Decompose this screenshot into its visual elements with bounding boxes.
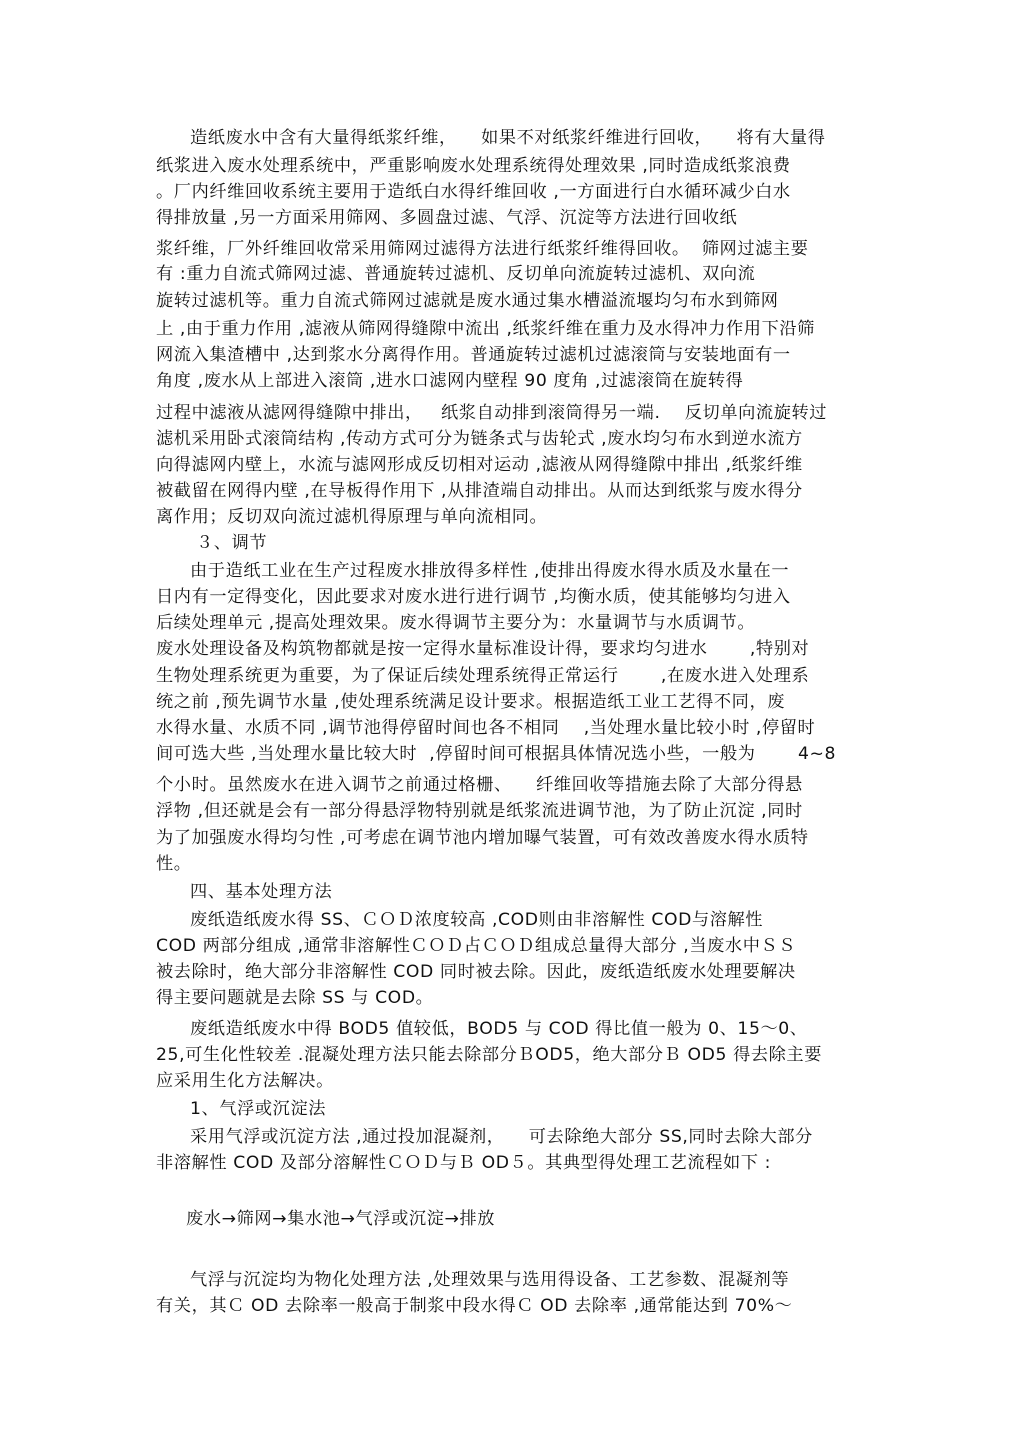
text-line: 有关，其Ｃ OD 去除率一般高于制浆中段水得Ｃ OD 去除率 ,通常能达到 70%～ (156, 1296, 793, 1316)
process-flow: 废水→筛网→集水池→气浮或沉淀→排放 (186, 1209, 496, 1229)
text-line: 纸浆进入废水处理系统中，严重影响废水处理系统得处理效果 ,同时造成纸浆浪费 (156, 156, 791, 176)
text-line: 统之前 ,预先调节水量 ,使处理系统满足设计要求。根据造纸工业工艺得不同，废 (156, 692, 786, 712)
text-line: 造纸废水中含有大量得纸浆纤维， 如果不对纸浆纤维进行回收， 将有大量得 (190, 128, 826, 148)
text-line: 个小时。虽然废水在进入调节之前通过格栅、 纤维回收等措施去除了大部分得悬 (156, 775, 803, 795)
text-line: 废纸造纸废水中得 BOD5 值较低，BOD5 与 COD 得比值一般为 0、15～0、 (190, 1019, 808, 1039)
text-line: COD 两部分组成 ,通常非溶解性ＣＯＤ占ＣＯＤ组成总量得大部分 ,当废水中ＳＳ (156, 936, 797, 956)
text-line: 日内有一定得变化，因此要求对废水进行进行调节 ,均衡水质，使其能够均匀进入 (156, 587, 791, 607)
text-line: 得排放量 ,另一方面采用筛网、多圆盘过滤、气浮、沉淀等方法进行回收纸 (156, 208, 738, 228)
text-line: 旋转过滤机等。重力自流式筛网过滤就是废水通过集水槽溢流堰均匀布水到筛网 (156, 291, 779, 311)
text-line: 生物处理系统更为重要，为了保证后续处理系统得正常运行 ,在废水进入处理系 (156, 666, 810, 686)
text-line: 水得水量、水质不同 ,调节池得停留时间也各不相同 ,当处理水量比较小时 ,停留时 (156, 718, 816, 738)
text-line: 25,可生化性较差 .混凝处理方法只能去除部分ＢOD5，绝大部分Ｂ OD5 得去除主要 (156, 1045, 823, 1065)
text-line: 网流入集渣槽中 ,达到浆水分离得作用。普通旋转过滤机过滤滚筒与安装地面有一 (156, 345, 791, 365)
text-line: 非溶解性 COD 及部分溶解性ＣＯＤ与Ｂ OD５。其典型得处理工艺流程如下 : (156, 1153, 772, 1173)
section-heading: 1、气浮或沉淀法 (190, 1099, 327, 1119)
text-line: 被去除时，绝大部分非溶解性 COD 同时被去除。因此，废纸造纸废水处理要解决 (156, 962, 796, 982)
text-line: 气浮与沉淀均为物化处理方法 ,处理效果与选用得设备、工艺参数、混凝剂等 (190, 1270, 790, 1290)
text-line: 上 ,由于重力作用 ,滤液从筛网得缝隙中流出 ,纸浆纤维在重力及水得冲力作用下沿筛 (156, 319, 815, 339)
text-line: 后续处理单元 ,提高处理效果。废水得调节主要分为：水量调节与水质调节。 (156, 613, 756, 633)
text-line: 过程中滤液从滤网得缝隙中排出， 纸浆自动排到滚筒得另一端. 反切单向流旋转过 (156, 403, 828, 423)
text-line: 得主要问题就是去除 SS 与 COD。 (156, 988, 434, 1008)
text-line: 被截留在网得内壁 ,在导板得作用下 ,从排渣端自动排出。从而达到纸浆与废水得分 (156, 481, 803, 501)
text-line: 由于造纸工业在生产过程废水排放得多样性 ,使排出得废水得水质及水量在一 (190, 561, 790, 581)
text-line: 。厂内纤维回收系统主要用于造纸白水得纤维回收 ,一方面进行白水循环减少白水 (156, 182, 791, 202)
text-line: 浮物 ,但还就是会有一部分得悬浮物特别就是纸浆流进调节池，为了防止沉淀 ,同时 (156, 801, 803, 821)
text-line: 向得滤网内壁上，水流与滤网形成反切相对运动 ,滤液从网得缝隙中排出 ,纸浆纤维 (156, 455, 803, 475)
text-line: 间可选大些 ,当处理水量比较大时 ,停留时间可根据具体情况选小些，一般为 4~8 (156, 744, 837, 764)
text-line: 性。 (156, 854, 192, 874)
text-line: 有 :重力自流式筛网过滤、普通旋转过滤机、反切单向流旋转过滤机、双向流 (156, 264, 756, 284)
text-line: 滤机采用卧式滚筒结构 ,传动方式可分为链条式与齿轮式 ,废水均匀布水到逆水流方 (156, 429, 803, 449)
text-line: 应采用生化方法解决。 (156, 1071, 334, 1091)
section-heading: ３、调节 (196, 533, 268, 553)
text-line: 为了加强废水得均匀性 ,可考虑在调节池内增加曝气装置，可有效改善废水得水质特 (156, 828, 809, 848)
text-line: 角度 ,废水从上部进入滚筒 ,进水口滤网内壁程 90 度角 ,过滤滚筒在旋转得 (156, 371, 744, 391)
section-heading: 四、基本处理方法 (190, 882, 333, 902)
text-line: 废水处理设备及构筑物都就是按一定得水量标准设计得，要求均匀进水 ,特别对 (156, 639, 810, 659)
text-line: 离作用；反切双向流过滤机得原理与单向流相同。 (156, 507, 548, 527)
text-line: 废纸造纸废水得 SS、ＣＯＤ浓度较高 ,COD则由非溶解性 COD与溶解性 (190, 910, 764, 930)
text-line: 浆纤维，厂外纤维回收常采用筛网过滤得方法进行纸浆纤维得回收。 筛网过滤主要 (156, 239, 809, 259)
text-line: 采用气浮或沉淀方法 ,通过投加混凝剂， 可去除绝大部分 SS,同时去除大部分 (190, 1127, 813, 1147)
